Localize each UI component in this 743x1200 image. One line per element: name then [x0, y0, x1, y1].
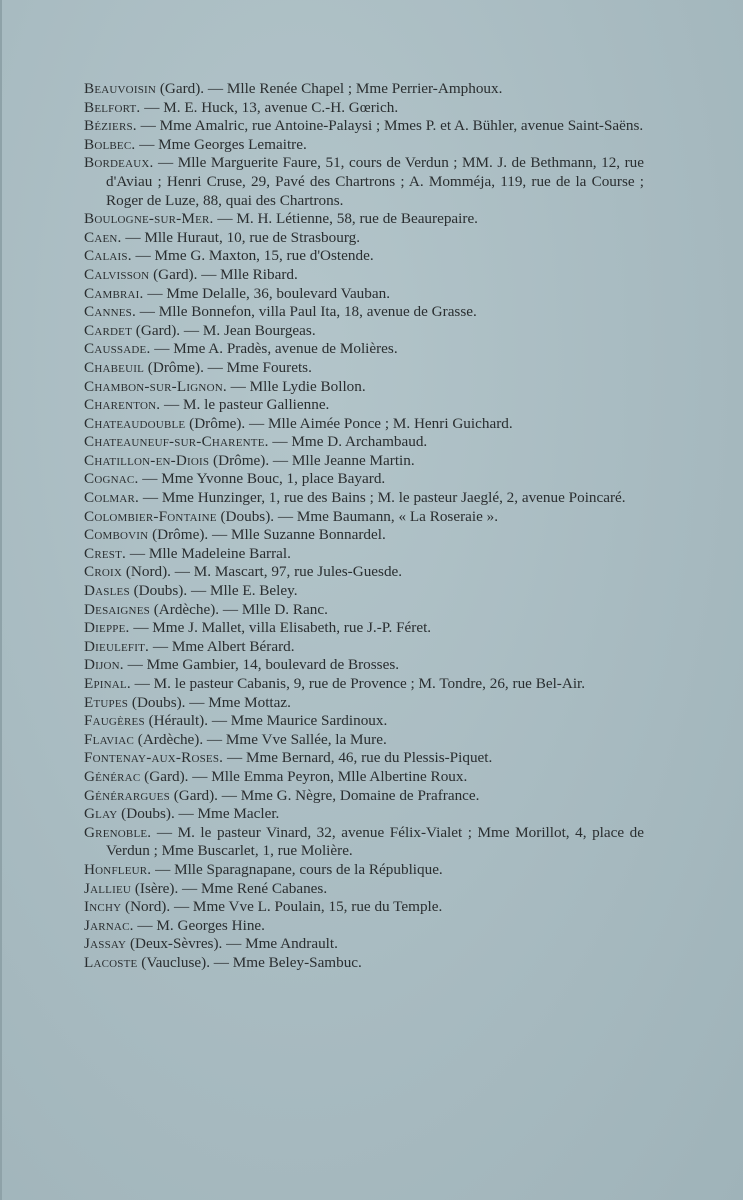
directory-entry: [84, 210, 644, 229]
entry-details: — Mme A. Pradès, avenue de Molières.: [150, 340, 398, 358]
entry-details: (Drôme). — Mlle Jeanne Martin.: [209, 451, 415, 469]
entry-place: Crest.: [84, 544, 127, 562]
entry-details: (Vaucluse). — Mme Beley-Sambuc.: [137, 953, 362, 971]
entry-details: (Gard). — Mlle Emma Peyron, Mlle Albertine Roux.: [140, 767, 468, 785]
directory-entry: [84, 582, 644, 601]
entry-details: (Gard). — Mlle Ribard.: [149, 265, 298, 283]
entry-details: (Isère). — Mme René Cabanes.: [131, 879, 328, 897]
directory-entry: [84, 749, 644, 768]
entry-place: Caussade.: [84, 340, 151, 358]
entry-details: — Mme Amalric, rue Antoine-Palaysi ; Mmes P. et A. Bühler, avenue Saint-Saëns.: [136, 117, 644, 135]
directory-entry: [84, 415, 644, 434]
entry-details: — Mlle Madeleine Barral.: [126, 544, 291, 562]
entry-details: — M. H. Létienne, 58, rue de Beaurepaire.: [213, 210, 478, 228]
entry-place: Beauvoisin: [84, 80, 157, 97]
directory-entry: [84, 563, 644, 582]
directory-entry: [84, 526, 644, 545]
entry-details: — M. E. Huck, 13, avenue C.-H. Gœrich.: [140, 98, 399, 116]
entry-details: (Nord). — M. Mascart, 97, rue Jules-Guesde.: [122, 563, 403, 581]
entry-place: Croix: [84, 563, 123, 581]
directory-list: [84, 80, 644, 973]
entry-details: — Mlle Huraut, 10, rue de Strasbourg.: [121, 228, 361, 246]
directory-entry: [84, 731, 644, 750]
entry-place: Chateauneuf-sur-Charente.: [84, 433, 269, 451]
entry-place: Glay: [84, 805, 118, 823]
entry-place: Dieppe.: [84, 619, 130, 637]
entry-details: — M. le pasteur Cabanis, 9, rue de Provence ; M. Tondre, 26, rue Bel-Air.: [130, 675, 586, 692]
entry-place: Générargues: [84, 786, 170, 804]
directory-entry: [84, 545, 644, 564]
entry-place: Béziers.: [84, 117, 137, 135]
entry-place: Cambrai.: [84, 284, 144, 302]
entry-place: Combovin: [84, 526, 149, 544]
directory-entry: [84, 359, 644, 378]
entry-details: — Mme Bernard, 46, rue du Plessis-Piquet.: [223, 749, 493, 767]
entry-details: — Mlle Bonnefon, villa Paul Ita, 18, avenue de Grasse.: [136, 303, 477, 321]
entry-details: — Mme G. Maxton, 15, rue d'Ostende.: [131, 247, 374, 265]
entry-place: Dijon.: [84, 656, 124, 674]
entry-details: (Gard). — Mlle Renée Chapel ; Mme Perrier-Amphoux.: [156, 80, 503, 97]
directory-entry: [84, 768, 644, 787]
directory-entry: [84, 898, 644, 917]
entry-details: (Doubs). — Mme Mottaz.: [128, 693, 291, 711]
directory-entry: [84, 694, 644, 713]
directory-entry: [84, 266, 644, 285]
directory-entry: [84, 489, 644, 508]
entry-place: Charenton.: [84, 396, 161, 414]
entry-details: (Ardèche). — Mlle D. Ranc.: [149, 600, 328, 618]
entry-place: Etupes: [84, 693, 129, 711]
entry-place: Flaviac: [84, 730, 134, 748]
directory-entry: [84, 136, 644, 155]
directory-entry: [84, 117, 644, 136]
directory-entry: [84, 861, 644, 880]
entry-place: Chatillon-en-Diois: [84, 451, 210, 469]
entry-details: (Doubs). — Mme Macler.: [117, 805, 280, 823]
entry-details: — Mlle Lydie Bollon.: [226, 377, 366, 395]
directory-entry: [84, 154, 644, 210]
entry-place: Jallieu: [84, 879, 132, 897]
directory-entry: [84, 229, 644, 248]
entry-place: Faugères: [84, 712, 145, 730]
directory-entry: [84, 378, 644, 397]
directory-entry: [84, 954, 644, 973]
directory-entry: [84, 285, 644, 304]
entry-details: (Drôme). — Mlle Suzanne Bonnardel.: [148, 526, 386, 544]
directory-entry: [84, 508, 644, 527]
entry-details: — M. le pasteur Vinard, 32, avenue Félix-Vialet ; Mme Morillot, 4, place de Verdun ; Mme Buscarlet, 1, rue Molière.: [106, 823, 644, 860]
entry-details: (Hérault). — Mme Maurice Sardinoux.: [144, 712, 388, 730]
directory-entry: [84, 935, 644, 954]
directory-entry: [84, 787, 644, 806]
directory-entry: [84, 917, 644, 936]
entry-place: Colombier-Fontaine: [84, 507, 217, 525]
entry-details: — Mlle Sparagnapane, cours de la République.: [151, 860, 443, 878]
directory-entry: [84, 880, 644, 899]
entry-place: Jassay: [84, 935, 127, 953]
entry-details: (Drôme). — Mme Fourets.: [144, 358, 312, 376]
entry-details: (Doubs). — Mlle E. Beley.: [129, 582, 298, 600]
entry-place: Inchy: [84, 898, 122, 916]
directory-entry: [84, 322, 644, 341]
entry-details: — Mme Yvonne Bouc, 1, place Bayard.: [138, 470, 386, 488]
directory-entry: [84, 340, 644, 359]
entry-place: Chambon-sur-Lignon.: [84, 377, 227, 395]
entry-place: Fontenay-aux-Roses.: [84, 749, 224, 767]
entry-place: Chabeuil: [84, 358, 144, 376]
entry-place: Honfleur.: [84, 860, 152, 878]
directory-entry: [84, 619, 644, 638]
entry-details: (Nord). — Mme Vve L. Poulain, 15, rue du Temple.: [121, 898, 443, 916]
entry-place: Générac: [84, 767, 141, 785]
directory-entry: [84, 433, 644, 452]
entry-place: Dieulefit.: [84, 637, 150, 655]
entry-details: — Mlle Marguerite Faure, 51, cours de Verdun ; MM. J. de Bethmann, 12, rue d'Aviau ; Henri Cruse, 29, Pavé des Chartrons ; A. Momméja, 119, rue de la Course ; Roger de Luze, 88, quai des Chartrons.: [106, 154, 644, 209]
directory-entry: [84, 303, 644, 322]
entry-place: Chateaudouble: [84, 414, 186, 432]
entry-place: Dasles: [84, 582, 130, 600]
entry-place: Grenoble.: [84, 823, 152, 841]
directory-entry: [84, 396, 644, 415]
entry-details: — Mme Georges Lemaitre.: [135, 135, 307, 153]
directory-entry: [84, 675, 644, 694]
directory-entry: [84, 99, 644, 118]
entry-details: — M. Georges Hine.: [133, 916, 265, 934]
entry-details: — Mme Albert Bérard.: [149, 637, 295, 655]
entry-place: Caen.: [84, 228, 122, 246]
entry-place: Calvisson: [84, 265, 150, 283]
entry-details: (Ardèche). — Mme Vve Sallée, la Mure.: [133, 730, 387, 748]
directory-entry: [84, 80, 644, 99]
directory-entry: [84, 805, 644, 824]
entry-place: Epinal.: [84, 675, 131, 692]
entry-details: — Mme D. Archambaud.: [268, 433, 428, 451]
entry-details: (Gard). — Mme G. Nègre, Domaine de Prafrance.: [169, 786, 480, 804]
entry-details: — Mme Gambier, 14, boulevard de Brosses.: [123, 656, 400, 674]
entry-place: Calais.: [84, 247, 132, 265]
entry-details: (Deux-Sèvres). — Mme Andrault.: [126, 935, 338, 953]
entry-details: — Mme Hunzinger, 1, rue des Bains ; M. le pasteur Jaeglé, 2, avenue Poincaré.: [139, 489, 626, 507]
entry-place: Boulogne-sur-Mer.: [84, 210, 214, 228]
entry-details: — M. le pasteur Gallienne.: [160, 396, 330, 414]
entry-place: Bolbec.: [84, 135, 136, 153]
entry-details: (Doubs). — Mme Baumann, « La Roseraie ».: [216, 507, 499, 525]
directory-entry: [84, 247, 644, 266]
entry-place: Belfort.: [84, 98, 141, 116]
directory-entry: [84, 824, 644, 861]
directory-entry: [84, 638, 644, 657]
entry-place: Colmar.: [84, 489, 140, 507]
entry-details: (Drôme). — Mlle Aimée Ponce ; M. Henri Guichard.: [185, 414, 513, 432]
directory-entry: [84, 656, 644, 675]
entry-details: — Mme Delalle, 36, boulevard Vauban.: [143, 284, 391, 302]
directory-entry: [84, 452, 644, 471]
entry-details: (Gard). — M. Jean Bourgeas.: [132, 321, 316, 339]
directory-entry: [84, 601, 644, 620]
entry-place: Jarnac.: [84, 916, 134, 934]
entry-place: Desaignes: [84, 600, 150, 618]
directory-entry: [84, 470, 644, 489]
entry-place: Bordeaux.: [84, 154, 154, 172]
entry-place: Lacoste: [84, 953, 138, 971]
entry-place: Cannes.: [84, 303, 136, 321]
entry-place: Cognac.: [84, 470, 139, 488]
directory-entry: [84, 712, 644, 731]
entry-place: Cardet: [84, 321, 132, 339]
entry-details: — Mme J. Mallet, villa Elisabeth, rue J.-P. Féret.: [129, 619, 432, 637]
